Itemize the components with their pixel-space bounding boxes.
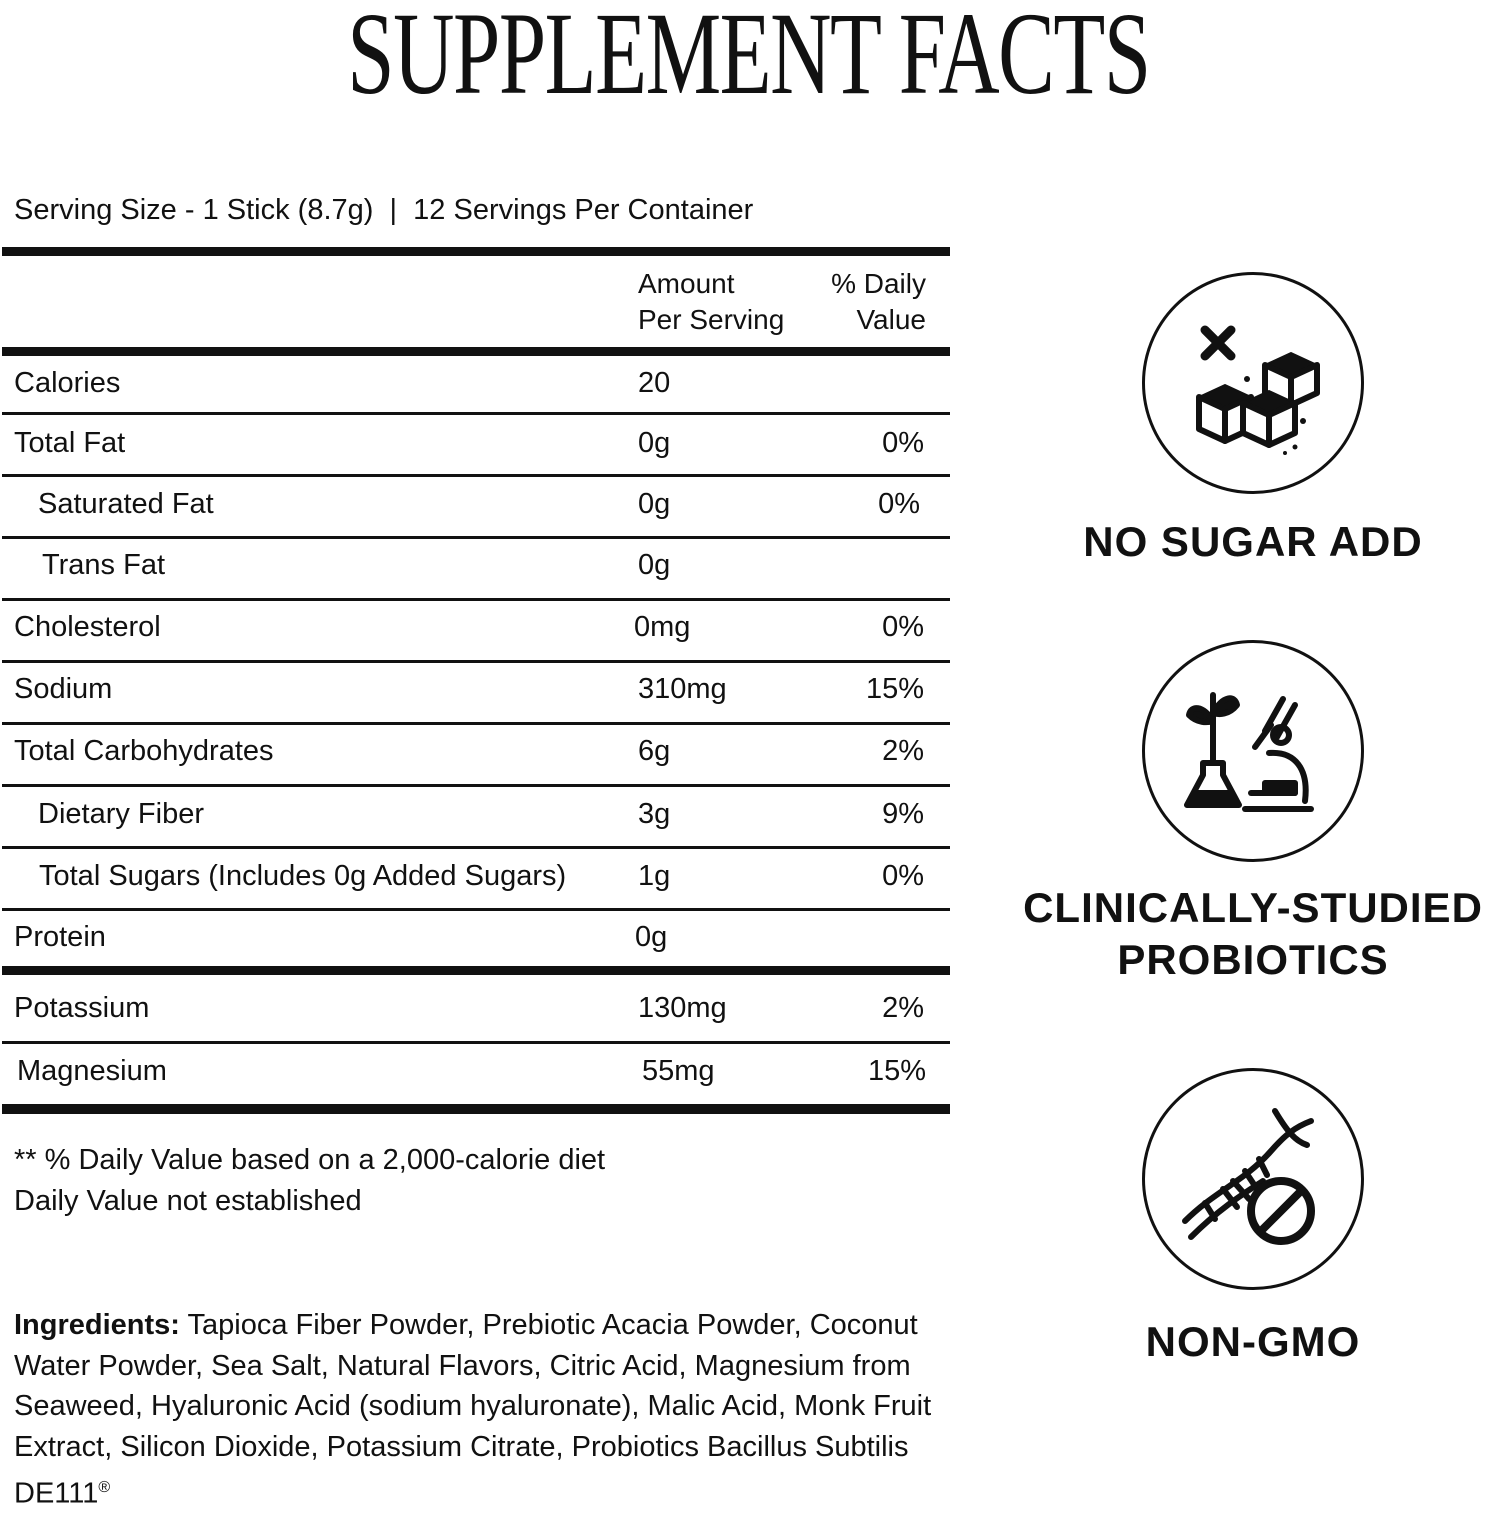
- row-divider: [2, 660, 950, 663]
- serving-size: Serving Size - 1 Stick (8.7g) | 12 Servings Per Container: [14, 194, 754, 226]
- nutrient-dv: 0%: [882, 860, 924, 892]
- nutrient-dv: 0%: [882, 427, 924, 459]
- probiotics-line2: PROBIOTICS: [1117, 936, 1389, 983]
- nutrient-label: Calories: [14, 367, 121, 399]
- nutrient-label: Total Fat: [14, 427, 126, 459]
- row-divider: [2, 846, 950, 849]
- plant-flask-microscope-icon: [1145, 643, 1361, 859]
- nutrient-label: Magnesium: [17, 1055, 167, 1087]
- nutrient-label: Trans Fat: [42, 549, 166, 581]
- page-title: SUPPLEMENT FACTS: [347, 0, 1150, 119]
- sugar-cubes-crossed-icon: [1145, 275, 1361, 491]
- header-thick-rule: [2, 347, 950, 356]
- nutrient-label: Total Sugars (Includes 0g Added Sugars): [39, 860, 567, 892]
- nutrient-amount: 0g: [638, 549, 671, 581]
- ingredients-text: Tapioca Fiber Powder, Prebiotic Acacia Powder, Coconut Water Powder, Sea Salt, Natural Flavors, Citric Acid, Magnesium from Seaweed, Hyaluronic Acid (sodium hyaluronate), Malic Acid, Monk Fruit Extract, Silicon Dioxide, Potassium Citrate, Probiotics Bacillus Subtilis DE111: [14, 1309, 932, 1510]
- row-divider: [2, 536, 950, 539]
- dv-column-header: [760, 266, 926, 338]
- nutrient-label: Total Carbohydrates: [14, 735, 274, 767]
- badge-label-probiotics: [1000, 882, 1497, 986]
- nutrient-dv: 0%: [882, 611, 924, 643]
- nutrient-dv: 0%: [878, 488, 920, 520]
- nutrient-dv: 15%: [865, 673, 924, 705]
- nutrient-amount: 0g: [638, 488, 671, 520]
- nutrient-dv: 15%: [867, 1055, 926, 1087]
- dv-header-line2: Value: [856, 304, 926, 335]
- footnote-daily-value: ** % Daily Value based on a 2,000-calorie diet: [14, 1144, 606, 1176]
- nutrient-label: Saturated Fat: [38, 488, 214, 520]
- nutrient-amount: 310mg: [638, 673, 727, 705]
- nutrient-amount: 0g: [635, 921, 668, 953]
- non-gmo-badge: [1142, 1068, 1364, 1290]
- footnote-not-established: Daily Value not established: [14, 1185, 362, 1217]
- badge-label-no-sugar: NO SUGAR ADD: [1083, 518, 1423, 565]
- probiotics-badge: [1142, 640, 1364, 862]
- nutrient-dv: 9%: [882, 798, 924, 830]
- row-divider: [2, 722, 950, 725]
- badge-label-non-gmo: NON-GMO: [1145, 1318, 1361, 1365]
- amount-header-line1: Amount: [638, 268, 735, 299]
- row-divider: [2, 598, 950, 601]
- dv-header-line1: % Daily: [831, 268, 926, 299]
- nutrient-amount: 1g: [638, 860, 671, 892]
- ingredients-label: Ingredients:: [14, 1309, 180, 1341]
- dna-prohibited-icon: [1145, 1071, 1361, 1287]
- nutrient-dv: 2%: [882, 735, 924, 767]
- nutrient-amount: 3g: [638, 798, 671, 830]
- row-divider: [2, 1041, 950, 1044]
- nutrient-amount: 6g: [638, 735, 671, 767]
- nutrient-label: Potassium: [14, 992, 150, 1024]
- probiotics-line1: CLINICALLY-STUDIED: [1023, 884, 1483, 931]
- nutrient-label: Sodium: [14, 673, 113, 705]
- row-divider: [2, 908, 950, 911]
- ingredients-list: [14, 1305, 954, 1514]
- bottom-thick-rule: [2, 1104, 950, 1114]
- nutrient-amount: 20: [638, 367, 671, 399]
- row-divider: [2, 784, 950, 787]
- nutrient-amount: 0g: [638, 427, 671, 459]
- nutrient-label: Protein: [14, 921, 106, 953]
- nutrient-label: Cholesterol: [14, 611, 161, 643]
- nutrient-amount: 130mg: [638, 992, 727, 1024]
- nutrient-label: Dietary Fiber: [38, 798, 204, 830]
- amount-header-line2: Per Serving: [638, 304, 785, 335]
- nutrient-dv: 2%: [882, 992, 924, 1024]
- section-thick-rule: [2, 966, 950, 975]
- registered-mark: ®: [98, 1478, 111, 1496]
- nutrient-amount: 55mg: [642, 1055, 715, 1087]
- row-divider: [2, 412, 950, 415]
- no-sugar-badge: [1142, 272, 1364, 494]
- row-divider: [2, 474, 950, 477]
- top-thick-rule: [2, 247, 950, 256]
- footnotes: [14, 1140, 605, 1222]
- nutrient-amount: 0mg: [634, 611, 691, 643]
